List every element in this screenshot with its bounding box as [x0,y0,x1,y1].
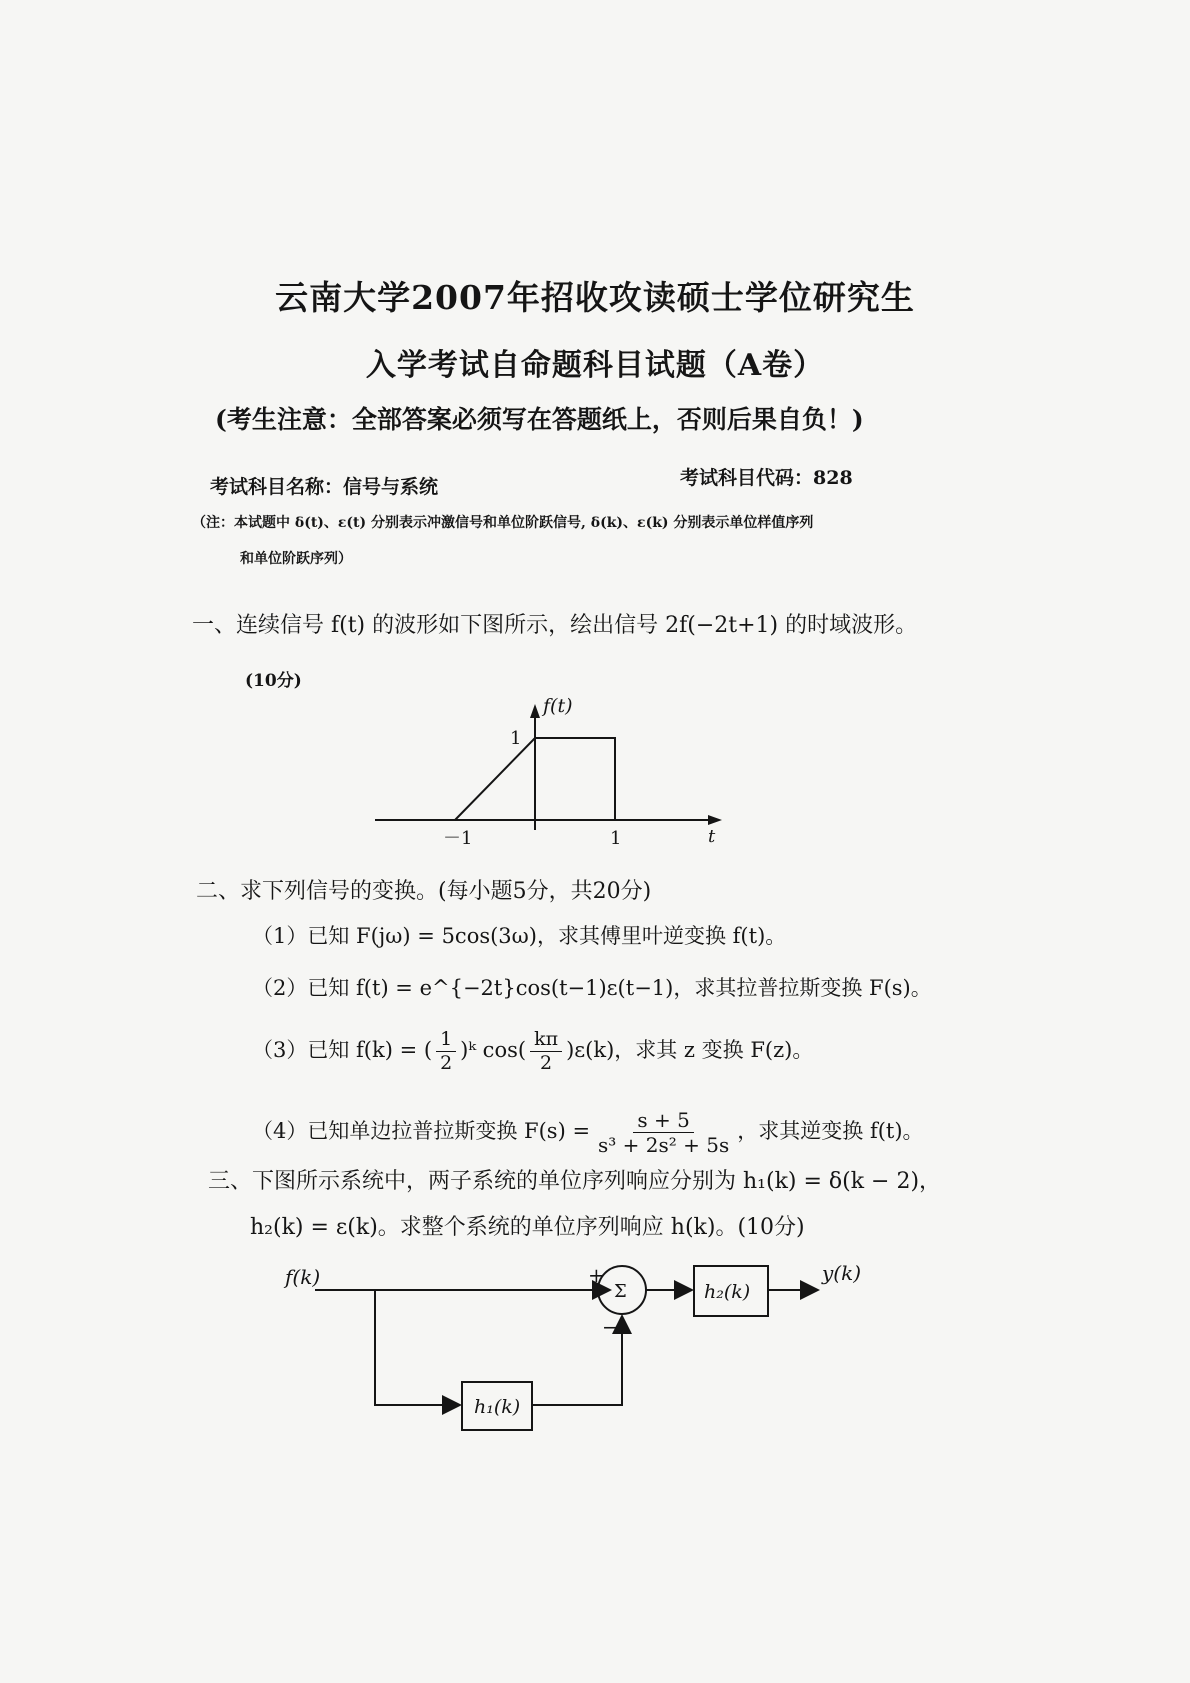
cos-denominator: 2 [540,1051,553,1074]
item3-prefix: （3）已知 f(k) = ( [252,1037,433,1062]
waveform-figure [360,690,740,850]
f-axis-label: f(t) [543,695,573,717]
plus-sign: + [588,1263,605,1287]
question-2: 二、求下列信号的变换。(每小题5分，共20分) [196,879,652,904]
half-numerator: 1 [436,1028,456,1052]
input-label: f(k) [285,1265,321,1289]
cos-numerator: kπ [530,1028,562,1052]
t-axis-label: t [708,826,716,847]
tick-pos1-label: 1 [610,828,622,849]
system-block-diagram [270,1250,890,1450]
item3-mid: )ᵏ cos( [460,1037,527,1062]
exam-notice: (考生注意：全部答案必须写在答题纸上，否则后果自负！) [215,405,864,434]
exam-title-line1: 云南大学2007年招收攻读硕士学位研究生 [275,278,915,317]
laplace-denominator: s³ + 2s² + 5s [598,1133,730,1157]
item4-suffix: ，求其逆变换 f(t)。 [737,1119,924,1143]
tick-neg1-label: －1 [443,828,473,849]
laplace-fraction [594,1108,733,1157]
output-label: y(k) [822,1261,862,1285]
subject-name: 考试科目名称：信号与系统 [210,476,439,498]
half-denominator: 2 [440,1051,453,1074]
question-3-line2: h₂(k) = ε(k)。求整个系统的单位序列响应 h(k)。(10分) [250,1215,805,1240]
question-2-item-2: （2）已知 f(t) = e^{−2t}cos(t−1)ε(t−1)，求其拉普拉斯变换 F(s)。 [252,976,932,1000]
item4-prefix: （4）已知单边拉普拉斯变换 F(s) = [252,1119,591,1143]
t-axis-arrow [708,815,722,825]
sum-symbol: Σ [614,1281,627,1302]
question-3-line1: 三、下图所示系统中，两子系统的单位序列响应分别为 h₁(k) = δ(k − 2)， [208,1169,942,1194]
question-1: 一、连续信号 f(t) 的波形如下图所示，绘出信号 2f(−2t+1) 的时域波形。 [192,613,918,638]
h1-label: h₁(k) [474,1396,521,1418]
subject-code: 考试科目代码：828 [680,467,853,489]
f-axis-arrow [530,704,540,718]
question-2-item-3 [252,1028,813,1075]
question-1-score: (10分) [245,671,302,691]
question-2-item-4 [252,1108,924,1157]
laplace-numerator: s + 5 [633,1108,693,1133]
item3-suffix: )ε(k)，求其 z 变换 F(z)。 [566,1037,814,1062]
note-line2: 和单位阶跃序列） [240,551,352,567]
h2-label: h₂(k) [704,1281,751,1303]
exam-title-line2: 入学考试自命题科目试题（A卷） [365,348,825,383]
cos-fraction [530,1028,562,1075]
note-line1: （注：本试题中 δ(t)、ε(t) 分别表示冲激信号和单位阶跃信号, δ(k)、ε(k) 分别表示单位样值序列 [192,515,814,531]
question-2-item-1: （1）已知 F(jω) = 5cos(3ω)，求其傅里叶逆变换 f(t)。 [252,924,787,948]
branch-line [375,1290,460,1405]
minus-sign: − [602,1315,619,1339]
level-1-label: 1 [510,728,522,749]
half-fraction [436,1028,456,1075]
